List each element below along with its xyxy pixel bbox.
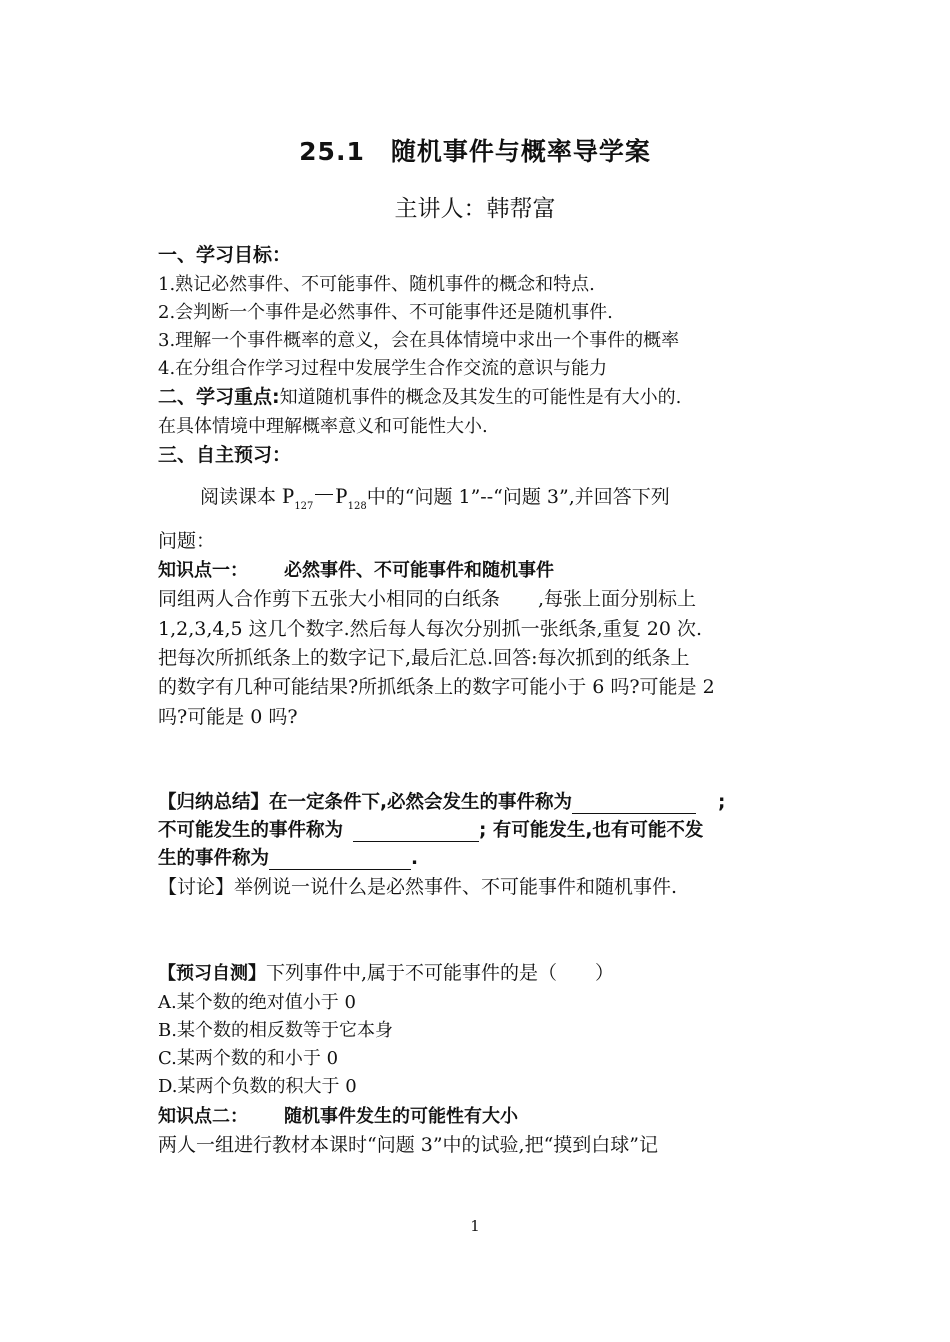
reading-instruction-2: 问题： (158, 530, 216, 552)
summary-end-3: . (411, 848, 419, 869)
page-ref-start: P (282, 483, 295, 508)
summary-text-1: 【归纳总结】在一定条件下,必然会发生的事件称为 (158, 792, 573, 813)
range-dash (315, 494, 333, 495)
summary-end-1: ; (718, 792, 726, 813)
summary-text-2: 不可能发生的事件称为 (158, 820, 344, 841)
summary-line-3 (158, 844, 418, 870)
section2-heading: 二、学习重点: (158, 386, 280, 408)
objective-item: 4.在分组合作学习过程中发展学生合作交流的意识与能力 (158, 358, 608, 379)
read-prefix: 阅读课本 (200, 486, 277, 508)
knowledge1-text: 的数字有几种可能结果?所抓纸条上的数字可能小于 6 吗?可能是 2 (158, 676, 715, 698)
speaker-line: 主讲人：韩帮富 (394, 196, 556, 222)
section2-text: 知道随机事件的概念及其发生的可能性是有大小的. (279, 387, 682, 408)
summary-end-2: ; 有可能发生,也有可能不发 (479, 820, 704, 841)
knowledge1-text: 同组两人合作剪下五张大小相同的白纸条 ,每张上面分别标上 (158, 588, 697, 610)
knowledge2-heading (158, 1102, 518, 1128)
option-a: A.某个数的绝对值小于 0 (158, 992, 356, 1013)
objective-item: 1.熟记必然事件、不可能事件、随机事件的概念和特点. (158, 274, 595, 295)
page-ref-end: P (335, 483, 348, 508)
page-ref-end-sub: 128 (347, 501, 367, 512)
knowledge2-text: 两人一组进行教材本课时“问题 3”中的试验,把“摸到白球”记 (158, 1134, 659, 1156)
summary-line-1 (158, 788, 725, 814)
page-ref-start-sub: 127 (294, 501, 314, 512)
discussion-line: 【讨论】举例说一说什么是必然事件、不可能事件和随机事件. (158, 876, 678, 898)
section2-text-2: 在具体情境中理解概率意义和可能性大小. (158, 416, 488, 437)
knowledge1-text: 1,2,3,4,5 这几个数字.然后每人每次分别抓一张纸条,重复 20 次. (158, 618, 703, 640)
knowledge2-label: 知识点二： (158, 1106, 248, 1127)
certain-event-blank[interactable] (572, 793, 696, 814)
section1-heading: 一、学习目标： (158, 244, 292, 266)
page-number: 1 (470, 1217, 480, 1235)
page-title: 25.1 随机事件与概率导学案 (299, 137, 651, 166)
self-test-question (158, 958, 614, 985)
random-event-blank[interactable] (269, 849, 411, 870)
knowledge1-text: 吗?可能是 0 吗? (158, 706, 298, 728)
option-d: D.某两个负数的积大于 0 (158, 1076, 357, 1097)
knowledge1-heading (158, 556, 554, 582)
reading-instruction (200, 482, 670, 512)
option-c: C.某两个数的和小于 0 (158, 1048, 339, 1069)
impossible-event-blank[interactable] (353, 821, 479, 842)
knowledge1-title: 必然事件、不可能事件和随机事件 (284, 560, 554, 581)
objective-item: 3.理解一个事件概率的意义，会在具体情境中求出一个事件的概率 (158, 330, 680, 351)
knowledge1-text: 把每次所抓纸条上的数字记下,最后汇总.回答:每次抓到的纸条上 (158, 647, 690, 669)
self-test-label: 【预习自测】 (158, 963, 266, 984)
option-b: B.某个数的相反数等于它本身 (158, 1020, 393, 1041)
objective-item: 2.会判断一个事件是必然事件、不可能事件还是随机事件. (158, 302, 613, 323)
self-test-text: 下列事件中,属于不可能事件的是（ ） (266, 962, 615, 984)
knowledge2-title: 随机事件发生的可能性有大小 (284, 1106, 518, 1127)
section2-row (158, 382, 681, 409)
summary-text-3: 生的事件称为 (158, 848, 270, 869)
summary-line-2 (158, 816, 703, 842)
knowledge1-label: 知识点一： (158, 560, 248, 581)
read-suffix: 中的“问题 1”--“问题 3”,并回答下列 (366, 486, 670, 508)
section3-heading: 三、自主预习： (158, 444, 292, 466)
